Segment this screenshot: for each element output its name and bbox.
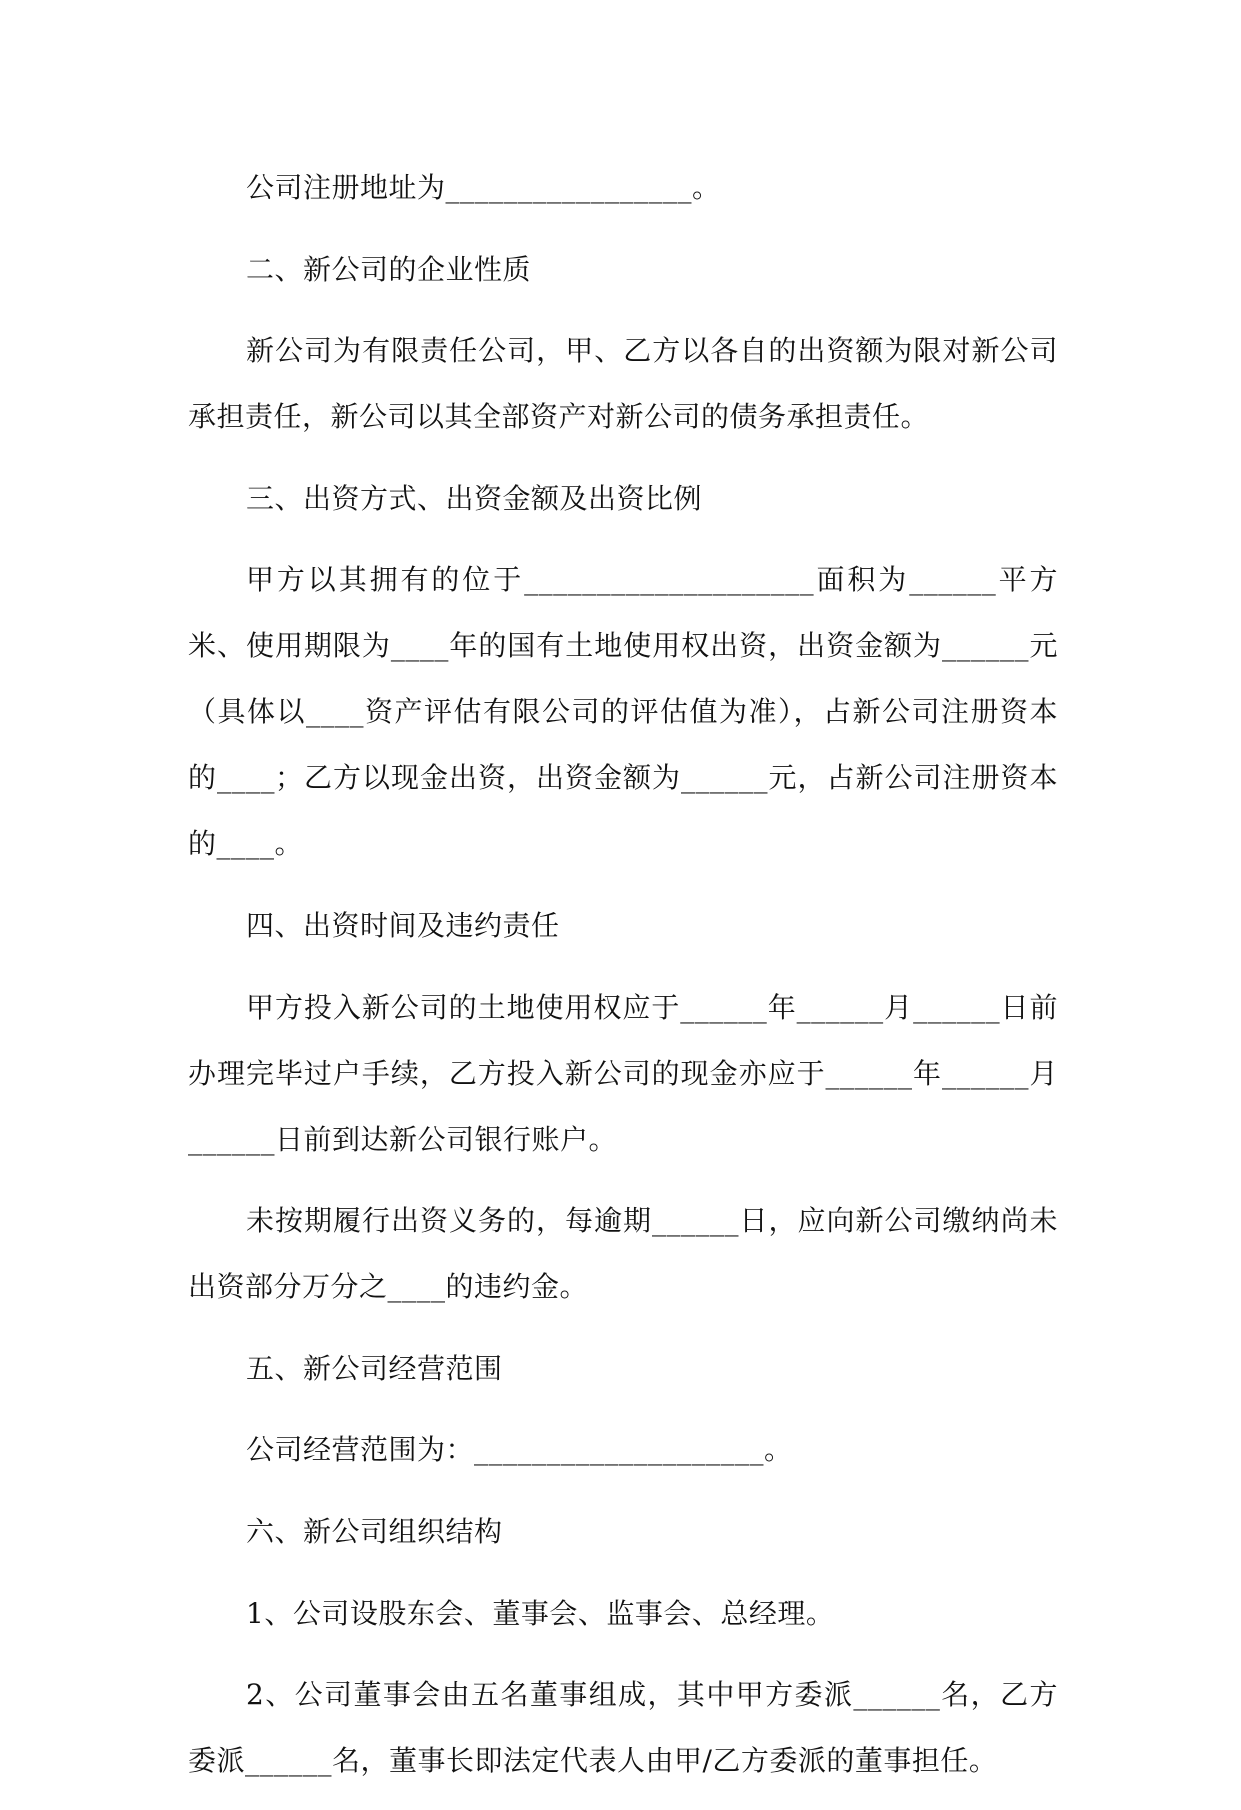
section-4-body-1: 甲方投入新公司的土地使用权应于______年______月______日前办理完毕过户手续，乙方投入新公司的现金亦应于______年______月______日前到达新公司银行账户。 bbox=[188, 990, 1058, 1156]
section-6-heading: 六、新公司组织结构 bbox=[246, 1514, 503, 1548]
section-4-body-2: 未按期履行出资义务的，每逾期______日，应向新公司缴纳尚未出资部分万分之____的违约金。 bbox=[188, 1204, 1058, 1304]
section-4-heading: 四、出资时间及违约责任 bbox=[246, 908, 560, 942]
section-6-item-2: 2、公司董事会由五名董事组成，其中甲方委派______名，乙方委派______名，董事长即法定代表人由甲/乙方委派的董事担任。 bbox=[188, 1678, 1058, 1778]
section-2-heading: 二、新公司的企业性质 bbox=[246, 252, 532, 286]
section-5-body: 公司经营范围为：____________________。 bbox=[246, 1433, 793, 1467]
registered-address-paragraph: 公司注册地址为_________________。 bbox=[246, 171, 721, 204]
section-3-body: 甲方以其拥有的位于____________________面积为______平方米、使用期限为____年的国有土地使用权出资，出资金额为______元（具体以____资产评估有限公司的评估值为准），占新公司注册资本的____；乙方以现金出资，出资金额为______元，占新公司注册资本的____。 bbox=[188, 563, 1058, 861]
section-2-body: 新公司为有限责任公司，甲、乙方以各自的出资额为限对新公司承担责任，新公司以其全部资产对新公司的债务承担责任。 bbox=[188, 334, 1058, 434]
section-6-item-1: 1、公司设股东会、董事会、监事会、总经理。 bbox=[246, 1596, 835, 1630]
section-3-heading: 三、出资方式、出资金额及出资比例 bbox=[246, 481, 703, 515]
document-body bbox=[188, 155, 1058, 1810]
section-5-heading: 五、新公司经营范围 bbox=[246, 1351, 503, 1385]
